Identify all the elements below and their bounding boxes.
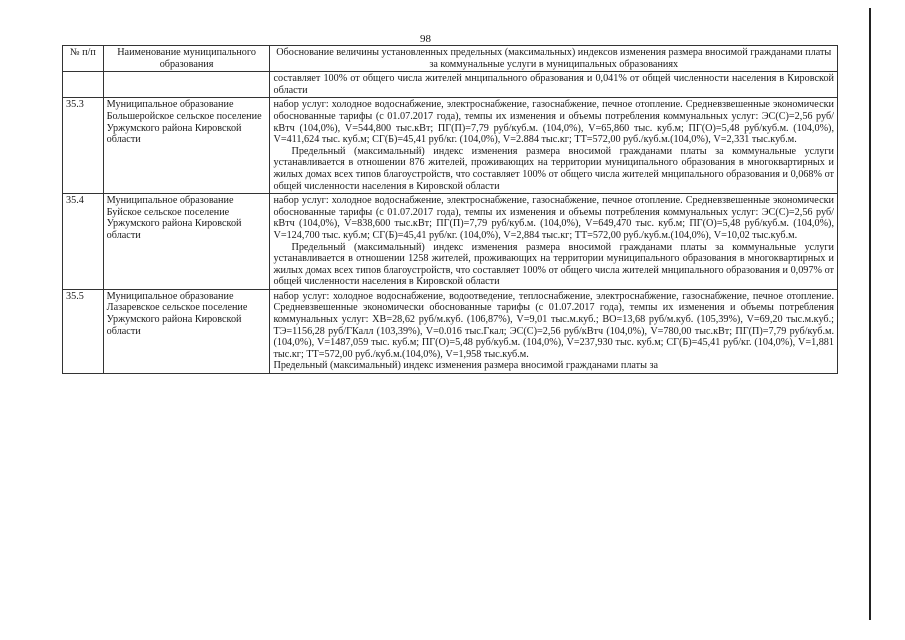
justification-paragraph: составляет 100% от общего числа жителей мнципального образования и 0,041% от общей численности населения в Кировской области: [273, 73, 834, 96]
table-header-row: [63, 46, 838, 72]
justification-paragraph: Предельный (максимальный) индекс изменения размера вносимой гражданами платы за: [273, 360, 659, 372]
justification-paragraph: набор услуг: холодное водоснабжение, электроснабжение, газоснабжение, печное отопление. Средневзвешенные экономически обоснованные тарифы (с 01.07.2017 года), темпы их изменения и объемы потребления коммунальных услуг: ЭС(С)=2,56 руб/кВтч (104,0%), V=544,800 тыс.кВт; ПГ(П)=7,79 руб/куб.м. (104,0%), V=65,860 тыс. куб.м; ПГ(О)=5,48 руб/куб.м. (104,0%), V=411,624 тыс. куб.м; СГ(Б)=45,41 руб/кг. (104,0%), V=2.884 тыс.кг; ТТ=572,00 руб./куб.м.(104,0%), V=2,331 тыс.куб.м.: [273, 99, 834, 146]
scan-edge-line: [869, 8, 871, 620]
table-row: [63, 194, 838, 290]
row-municipality: Муниципальное образование Буйское сельское поселение Уржумского района Кировской области: [103, 194, 270, 290]
row-number: 35.4: [63, 194, 104, 290]
justification-paragraph: Предельный (максимальный) индекс изменения размера вносимой гражданами платы за коммунальные услуги устанавливается в отношении 876 жителей, проживающих на территории муниципального образования в многоквартирных и жилых домах всех типов благоустройств, что составляет 100% от общего числа жителей мнципального образования и 0,068% от общей численности населения в Кировской области: [273, 145, 834, 192]
row-justification: [270, 98, 838, 194]
justification-paragraph: набор услуг: холодное водоснабжение, водоотведение, теплоснабжение, электроснабжение, газоснабжение, печное отопление. Средневзвешенные экономически обоснованные тарифы (с 01.07.2017 года), темпы их изменения и объемы потребления коммунальных услуг: ХВ=28,62 руб/м.куб. (106,87%), V=9,01 тыс.м.куб.; ВО=13,68 руб/м.куб. (105,39%), V=69,20 тыс.м.куб.; ТЭ=1156,28 руб/ГКалл (103,39%), V=0.016 тыс.Гкал; ЭС(С)=2,56 руб/кВтч (104,0%), V=780,00 тыс.кВт; ПГ(П)=7,79 руб/куб.м. (104,0%), V=1487,059 тыс. куб.м; ПГ(О)=5,48 руб/куб.м. (104,0%), V=237,930 тыс. куб.м; СГ(Б)=45,41 руб/кг. (104,0%), V=1,881 тыс.кг; ТТ=572,00 руб./куб.м.(104,0%), V=1,958 тыс.куб.м.: [273, 290, 834, 360]
row-municipality: Муниципальное образование Большеройское сельское поселение Уржумского района Кировской области: [103, 98, 270, 194]
row-justification: [270, 194, 838, 290]
row-number: 35.5: [63, 289, 104, 373]
table-row: [63, 98, 838, 194]
header-municipality: Наименование муниципального образования: [103, 46, 270, 72]
header-number: № п/п: [63, 46, 104, 72]
row-justification: [270, 72, 838, 98]
page-number: 98: [420, 33, 431, 45]
justification-paragraph: набор услуг: холодное водоснабжение, электроснабжение, газоснабжение, печное отопление. Средневзвешенные экономически обоснованные тарифы (с 01.07.2017 года), темпы их изменения и объемы потребления коммунальных услуг: ЭС(С)=2,56 руб/кВтч (104,0%), V=838,600 тыс.кВт; ПГ(П)=7,79 руб/куб.м. (104,0%), V=649,470 тыс. куб.м; ПГ(О)=5,48 руб/куб.м. (104,0%), V=124,700 тыс. куб.м; СГ(Б)=45,41 руб/кг. (104,0%), V=2,884 тыс.кг; ТТ=572,00 руб./куб.м.(104,0%), V=10,02 тыс.куб.м.: [273, 195, 834, 241]
index-justification-table: [62, 45, 838, 374]
row-municipality: Муниципальное образование Лазаревское сельское поселение Уржумского района Кировской области: [103, 289, 270, 373]
row-number: 35.3: [63, 98, 104, 194]
justification-paragraph: Предельный (максимальный) индекс изменения размера вносимой гражданами платы за коммунальные услуги устанавливается в отношении 1258 жителей, проживающих на территории муниципального образования в многоквартирных и жилых домах всех типов благоустройств, что составляет 100% от общего числа жителей мнципального образования и 0,097% от общей численности населения в Кировской области: [273, 241, 834, 288]
row-number: [63, 72, 104, 98]
row-justification: [270, 289, 838, 373]
header-justification: Обоснование величины установленных предельных (максимальных) индексов изменения размера вносимой гражданами платы за коммунальные услуги в муниципальных образованиях: [270, 46, 838, 72]
table-row: [63, 289, 838, 373]
table-row: [63, 72, 838, 98]
row-municipality: [103, 72, 270, 98]
